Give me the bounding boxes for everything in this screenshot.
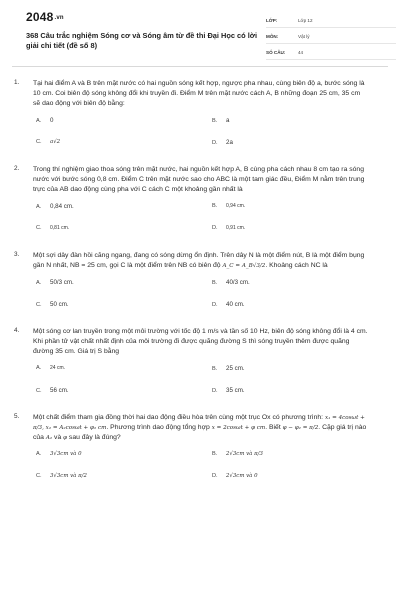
question-number: 1. [14, 79, 20, 86]
meta-row-subject [266, 30, 396, 44]
answer-letter: C. [36, 225, 42, 231]
answer-value: 40 cm. [226, 301, 245, 308]
answer-letter: A. [36, 280, 42, 286]
question-text: Một sóng cơ lan truyền trong một môi trường với tốc độ 1 m/s và tần số 10 Hz, biên độ sóng không đổi là 4 cm. Khi phần tử vật chất nhất định của môi trường đi được quãng đường S thì sóng truyền thêm được quãng đường 35 cm. Giá trị S bằng [33, 328, 368, 355]
logo-suffix: .vn [54, 15, 64, 21]
answer-value: 3√3cm và 0 [50, 451, 82, 457]
answer-letter: D. [212, 225, 218, 231]
answer-option-d[interactable] [212, 139, 366, 151]
question-text-part: . Phương trình dao động tổng hợp [106, 424, 212, 431]
answer-option-d[interactable] [212, 387, 366, 399]
answer-option-b[interactable] [212, 203, 366, 215]
answer-value: 24 cm. [50, 365, 66, 371]
answer-option-c[interactable] [36, 301, 212, 313]
question-list [14, 79, 386, 499]
answer-options [36, 451, 366, 485]
answer-option-a[interactable] [36, 203, 212, 215]
logo-text: 2048 [26, 10, 54, 24]
question-number: 2. [14, 165, 20, 172]
answer-letter: D. [212, 388, 218, 394]
answer-letter: C. [36, 388, 42, 394]
math-formula: φ − φ₂ = π/2 [282, 425, 319, 431]
answer-value: 0 [50, 117, 54, 124]
answer-option-c[interactable] [36, 139, 212, 151]
meta-value: 44 [298, 50, 304, 55]
question-text: Trong thí nghiệm giao thoa sóng trên mặt nước, hai nguồn kết hợp A, B cùng pha cách nhau 8 cm tạo ra sóng nước với bước sóng 0,8 cm. Điểm C trên mặt nước sao cho ABC là một tam giác đều, Điểm M nằm trên trung trực của AB dao động cùng pha với C cách C một khoảng gần nhất là [33, 166, 365, 193]
math-formula: x = 2cosωt + φ cm [211, 425, 266, 431]
answer-option-c[interactable] [36, 387, 212, 399]
question-5 [14, 413, 386, 485]
math-formula: φ [63, 435, 68, 441]
meta-label: LỚP: [266, 18, 278, 23]
answer-value: 0,84 cm. [50, 203, 74, 210]
answer-value: 3√3cm và π/2 [50, 473, 87, 479]
answer-option-a[interactable] [36, 451, 212, 463]
question-text: Tại hai điểm A và B trên mặt nước có hai nguồn sóng kết hợp, ngược pha nhau, cùng biên độ a, bước sóng là 10 cm. Coi biên độ sóng không đổi khi truyền đi. Điểm M trên mặt nước cách A, B những đoạn 25 cm, 35 cm sẽ dao động với biên độ bằng: [33, 80, 365, 107]
answer-option-a[interactable] [36, 279, 212, 291]
question-text-part: Một sợi dây đàn hồi căng ngang, đang có sóng dừng ổn định. Trên dây N là một điểm nút, B là một điểm bụng gần N nhất, NB = 25 cm, gọi C là một điểm trên NB có biên độ [33, 252, 365, 269]
meta-row-class [266, 14, 396, 28]
answer-letter: A. [36, 118, 42, 124]
answer-option-d[interactable] [212, 225, 366, 237]
answer-options [36, 365, 366, 399]
answer-letter: D. [212, 302, 218, 308]
document-meta [266, 14, 396, 62]
answer-value: 50/3 cm. [50, 279, 74, 286]
site-logo[interactable] [26, 10, 64, 24]
document-header [14, 0, 386, 64]
document-title: 368 Câu trắc nghiệm Sóng cơ và Sóng âm từ đề thi Đại Học có lời giải chi tiết (đề số 8) [26, 31, 258, 50]
meta-value: Lớp 12 [298, 18, 313, 23]
answer-option-b[interactable] [212, 451, 366, 463]
answer-value: 40/3 cm. [226, 279, 250, 286]
answer-letter: A. [36, 451, 42, 457]
answer-letter: C. [36, 473, 42, 479]
question-text-part: Một chất điểm tham gia đồng thời hai dao động điều hòa trên cùng một trục Ox có phương trình: [33, 414, 325, 421]
answer-option-d[interactable] [212, 301, 366, 313]
question-number: 4. [14, 327, 20, 334]
question-text-part: sau đây là đúng? [67, 434, 121, 441]
answer-value: 35 cm. [226, 387, 245, 394]
answer-options [36, 279, 366, 313]
answer-letter: D. [212, 473, 218, 479]
question-text [33, 251, 369, 271]
question-text-part: . Khoảng cách NC là [265, 262, 328, 269]
question-number: 5. [14, 413, 20, 420]
answer-options [36, 203, 366, 237]
answer-value: 56 cm. [50, 387, 69, 394]
answer-value: 2√3cm và 0 [226, 473, 258, 479]
question-number: 3. [14, 251, 20, 258]
answer-letter: B. [212, 280, 218, 286]
answer-letter: C. [36, 302, 42, 308]
question-1 [14, 79, 386, 151]
answer-value: 0,94 cm. [226, 203, 246, 209]
answer-letter: B. [212, 118, 218, 124]
answer-value: a [226, 117, 230, 124]
answer-option-a[interactable] [36, 365, 212, 377]
answer-value: 0,81 cm. [50, 225, 70, 231]
meta-row-question-count [266, 46, 396, 60]
answer-letter: C. [36, 139, 42, 145]
math-formula: x₁ = 4cosωt + π/3, x₂ = A₂cosωt + φ₂ cm [33, 415, 365, 431]
question-text-part: và [52, 434, 64, 441]
question-3 [14, 251, 386, 313]
answer-letter: B. [212, 451, 218, 457]
answer-option-c[interactable] [36, 225, 212, 237]
question-text-part: . Biết [265, 424, 283, 431]
question-text-part: . Cặp giá trị nào của [33, 424, 367, 441]
question-2 [14, 165, 386, 237]
answer-letter: A. [36, 365, 42, 371]
answer-options [36, 117, 366, 151]
answer-letter: B. [212, 203, 218, 209]
answer-value: 2a [226, 139, 233, 146]
header-divider [12, 66, 388, 67]
answer-letter: B. [212, 366, 218, 372]
answer-letter: D. [212, 140, 218, 146]
meta-label: SỐ CÂU: [266, 50, 286, 55]
answer-value: 25 cm. [226, 365, 245, 372]
answer-option-a[interactable] [36, 117, 212, 129]
question-4 [14, 327, 386, 399]
answer-option-b[interactable] [212, 117, 366, 129]
answer-option-c[interactable] [36, 473, 212, 485]
meta-value: Vật lý [298, 34, 310, 39]
answer-option-b[interactable] [212, 365, 366, 377]
answer-letter: A. [36, 204, 42, 210]
answer-value: 0,91 cm. [226, 225, 246, 231]
math-formula: A_C = A_B√3/2 [222, 263, 266, 269]
answer-value: a√2 [50, 139, 61, 145]
answer-value: 50 cm. [50, 301, 69, 308]
meta-label: MÔN: [266, 34, 279, 39]
answer-option-b[interactable] [212, 279, 366, 291]
answer-option-d[interactable] [212, 473, 366, 485]
math-formula: A₂ [45, 435, 53, 441]
question-text [33, 413, 369, 443]
answer-value: 2√3cm và π/3 [226, 451, 263, 457]
